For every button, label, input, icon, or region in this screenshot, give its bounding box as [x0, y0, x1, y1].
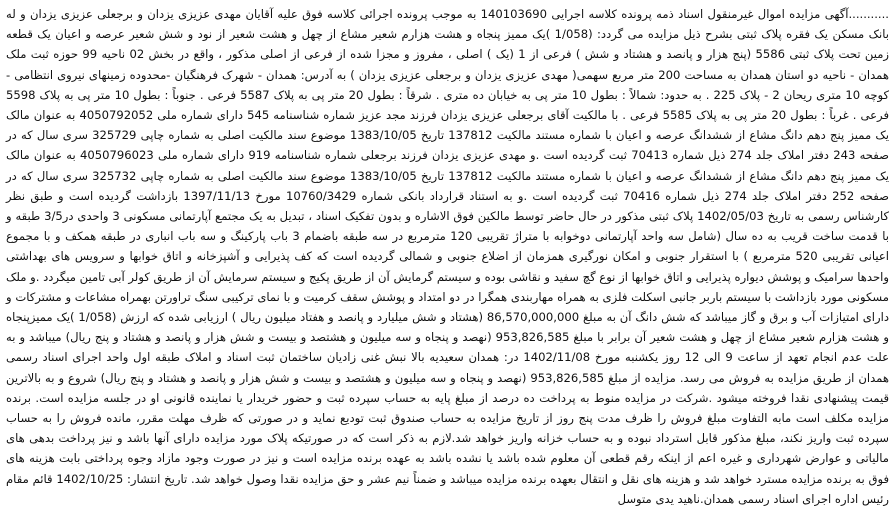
auction-notice	[6, 4, 889, 509]
notice-body-text: ...........آگهی مزایده اموال غیرمنقول اسناد ذمه پرونده کلاسه اجرایی 140103690 به موجب پرونده اجرائی کلاسه فوق علیه آقایان مهدی عزیزی یزدان و برجعلی عزیزی یزدان و له بانک مسکن یک فقره پلاک ثبتی بشرح ذیل مزایده می گردد: (1/058 )یک ممیز پنجاه و هشت هزارم شعیر مشاع از چهل و هشت شعیر از نود و شش شعیر عرصه و اعیان یک قطعه زمین تحت پلاک ثبتی 5586 (پنج هزار و پانصد و هشتاد و شش ) فرعی از 1 (یک ) اصلی ، مفروز و مجزا شده از فرعی از اصلی مذکور ، واقع در بخش 02 ناحیه 99 حوزه ثبت ملک همدان - ناحیه دو استان همدان به مساحت 200 متر مربع سهمی( مهدی عزیزی یزدان و برجعلی عزیزی یزدان ) به آدرس: همدان - شهرک فرهنگیان -محدوده زمینهای نیروی انتظامی - کوچه 10 متری ریحان 2 - پلاک 225 . به حدود: شمالاً : بطول 10 متر پی به خیابان ده متری . شرقاً : بطول 20 متر پی به پلاک 5587 فرعی . جنوباً : بطول 10 متر پی به پلاک 5598 فرعی . غرباً : بطول 20 متر پی به پلاک 5585 فرعی . با مالکیت آقای برجعلی عزیزی یزدان فرزند مجد عزیز شماره شناسنامه 545 دارای شماره ملی 4050792052 به عنوان مالک یک ممیز پنج دهم دانگ مشاع از ششدانگ عرصه و اعیان با شماره مستند مالکیت 137812 تاریخ 1383/10/05 موضوع سند مالکیت اصلی به شماره چاپی 325729 سری سال که در صفحه 243 دفتر املاک جلد 274 ذیل شماره 70413 ثبت گردیده است .و مهدی عزیزی یزدان فرزند برجعلی شماره شناسنامه 919 دارای شماره ملی 4050796023 به عنوان مالک یک ممیز پنج دهم دانگ مشاع از ششدانگ عرصه و اعیان با شماره مستند مالکیت 137812 تاریخ 1383/10/05 موضوع سند مالکیت اصلی به شماره چاپی 325732 سری سال که در صفحه 252 دفتر املاک جلد 274 ذیل شماره 70416 ثبت گردیده است .و به استناد قرارداد بانکی شماره 10760/3429 مورخ 1397/11/13 بازداشت گردیده است و طبق نظر کارشناس رسمی به تاریخ 1402/05/03 پلاک ثبتی مذکور در حال حاضر توسط مالکین فوق الاشاره و بدون تفکیک اسناد ، تبدیل به یک مجتمع آپارتمانی مسکونی 3 واحدی در3/5 طبقه و با قدمت ساخت قریب به ده سال (شامل سه واحد آپارتمانی دوخوابه با متراژ تقریبی 120 مترمربع در سه طبقه باضمام 3 باب پارکینگ و سه باب انباری در طبقه همکف و با مجموع اعیانی تقریبی 520 مترمربع ) با استقرار جنوبی و امکان نورگیری همزمان از اضلاع جنوبی و شمالی گردیده است که کف پذیرایی و آشپزخانه و اتاق خوابها و سرویس های بهداشتی واحدها سرامیک و پوشش دیواره پذیرایی و اتاق خوابها از نوع گچ سفید و نقاشی بوده و سیستم گرمایش آن از طریق پکیج و سیستم سرمایش آن از طریق کولر آبی تامین میگردد .و ملک مسکونی مورد بازداشت با سیستم باربر جانبی اسکلت فلزی به همراه مهاربندی همگرا در دو امتداد و پوشش سقف کرمیت و با نمای ترکیبی سنگ تراورتن بهمراه مشاعات و مشترکات و دارای امتیازات آب و برق و گاز میباشد که شش دانگ آن به مبلغ 86,570,000,000 (هشتاد و شش میلیارد و پانصد و هفتاد میلیون ریال ) ارزیابی شده که ارزش (1/058 )یک ممیزپنجاه و هشت هزارم شعیر مشاع از چهل و هشت شعیر آن برابر با مبلغ 953,826,585 (نهصد و پنجاه و سه میلیون و هشتصد و بیست و شش هزار و پانصد و هشتاد و پنج ریال) میباشد و به علت عدم انجام تعهد از ساعت 9 الی 12 روز یکشنبه مورخ 1402/11/08 در: همدان سعیدیه بالا نبش غنی زادیان ساختمان ثبت اسناد و املاک طبقه اول واحد اجرای اسناد رسمی همدان از طریق مزایده به فروش می رسد. مزایده از مبلغ 953,826,585 (نهصد و پنجاه و سه میلیون و هشتصد و بیست و شش هزار و پانصد و هشتاد و پنج ریال) شروع و به بالاترین قیمت پیشنهادی نقدا فروخته میشود .شرکت در مزایده منوط به پرداخت ده درصد از مبلغ پایه به حساب سپرده ثبت و حضور خریدار یا نماینده قانونی او در جلسه مزایده است. برنده مزایده مکلف است مابه التفاوت مبلغ فروش را ظرف مدت پنج روز از تاریخ مزایده به حساب صندوق ثبت تودیع نماید و در صورتی که ظرف مهلت مقرر، مانده فروش را به حساب سپرده ثبت واریز نکند، مبلغ مذکور قابل استرداد نبوده و به حساب خزانه واریز خواهد شد.لازم به ذکر است که در صورتیکه پلاک مورد مزایده دارای آنها باشد و نیز پرداخت بدهی های مالیاتی و عوارض شهرداری و غیره اعم از اینکه رقم قطعی آن معلوم شده باشد یا نشده باشد به عهده برنده مزایده است و نیز در صورت وجود مازاد وجوه پرداختی بابت هزینه های فوق به برنده مزایده مسترد خواهد شد و هزینه های نقل و انتقال بعهده برنده مزایده میباشد و ضمناً نیم عشر و حق مزایده نقدا وصول خواهد شد. تاریخ انتشار: 1402/10/25 قائم مقام رئیس اداره اجرای اسناد رسمی همدان.ناهید یدی متوسل	[6, 7, 890, 506]
